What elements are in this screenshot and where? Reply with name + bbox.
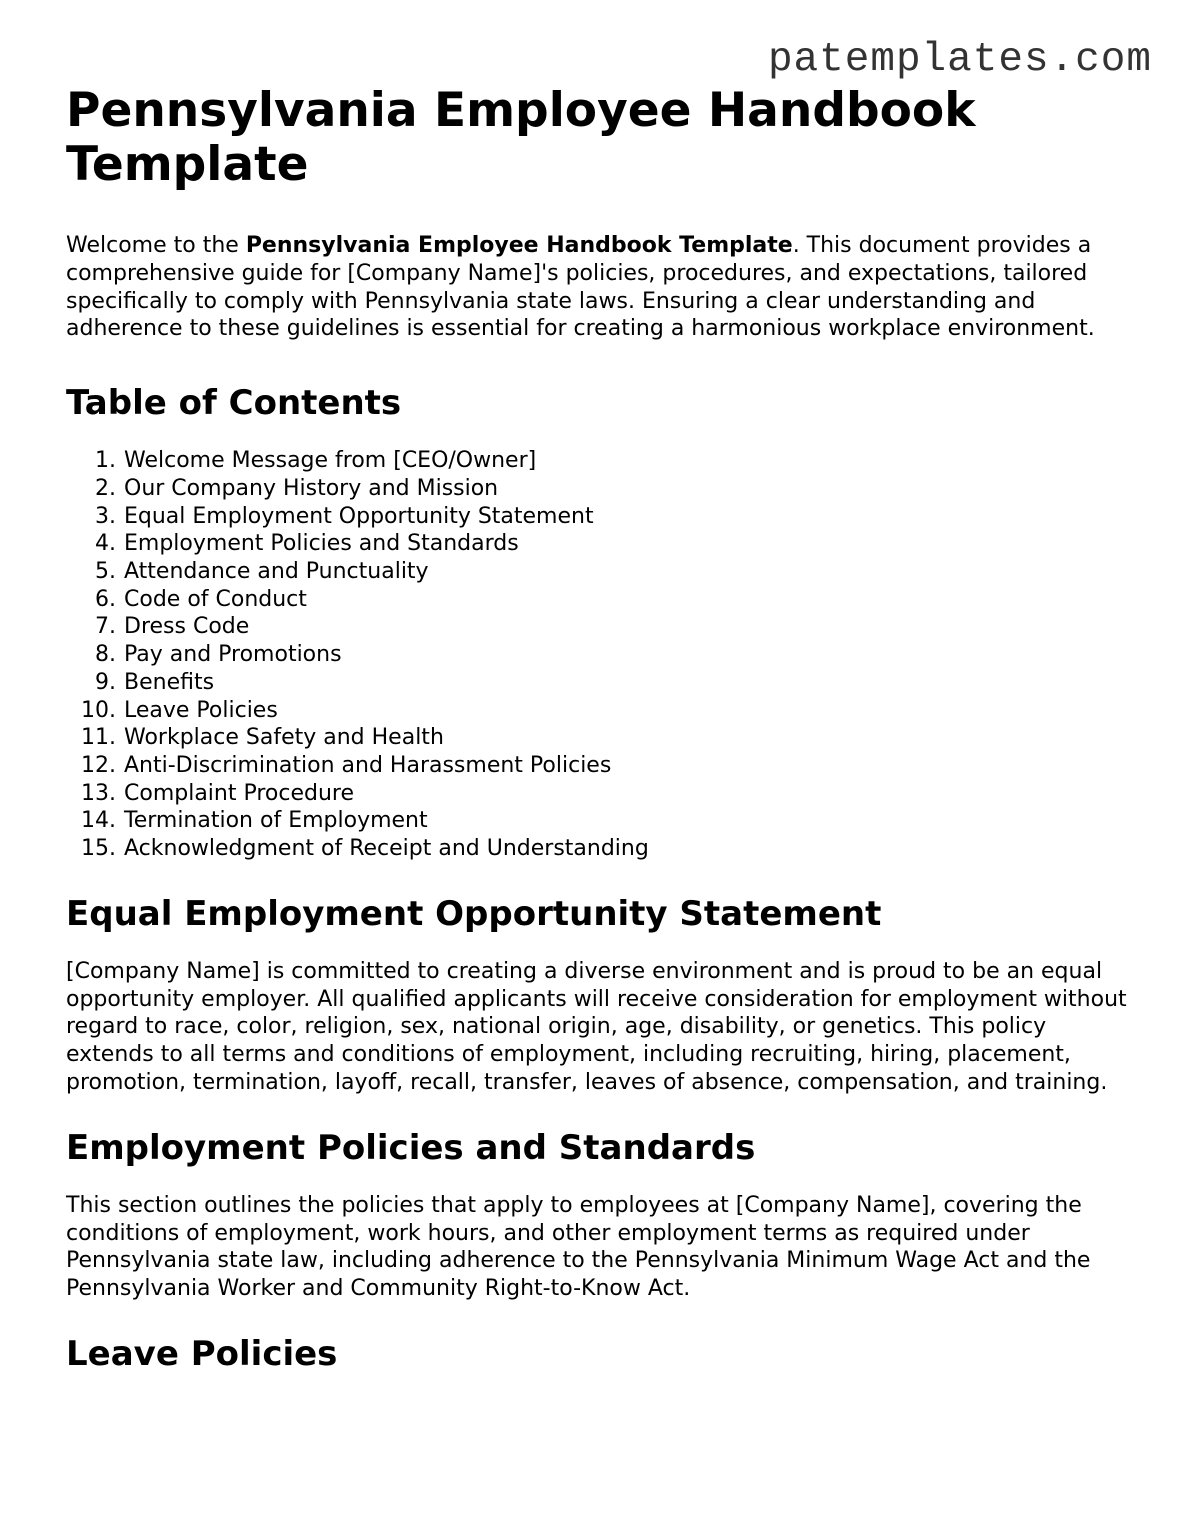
toc-item: 5. Attendance and Punctuality bbox=[123, 558, 1136, 586]
toc-item: 9. Benefits bbox=[123, 669, 1136, 697]
toc-item: 4. Employment Policies and Standards bbox=[123, 530, 1136, 558]
section-heading-leave-policies: Leave Policies bbox=[66, 1333, 338, 1374]
toc-item: 6. Code of Conduct bbox=[123, 586, 1136, 614]
intro-text-bold: Pennsylvania Employee Handbook Template bbox=[245, 233, 793, 258]
toc-item: 13. Complaint Procedure bbox=[123, 780, 1136, 808]
toc-item: 8. Pay and Promotions bbox=[123, 641, 1136, 669]
section-heading-employment-policies: Employment Policies and Standards bbox=[66, 1127, 756, 1168]
toc-item: 14. Termination of Employment bbox=[123, 807, 1136, 835]
toc-item: 1. Welcome Message from [CEO/Owner] bbox=[123, 447, 1136, 475]
document-page bbox=[66, 84, 1136, 1374]
toc-heading: Table of Contents bbox=[66, 383, 402, 424]
watermark: patemplates.com bbox=[767, 37, 1152, 83]
toc-item: 15. Acknowledgment of Receipt and Understanding bbox=[123, 835, 1136, 863]
toc-list bbox=[66, 447, 1136, 863]
toc-item: 11. Workplace Safety and Health bbox=[123, 724, 1136, 752]
toc-item: 12. Anti-Discrimination and Harassment Policies bbox=[123, 752, 1136, 780]
section-text-employment-policies: This section outlines the policies that apply to employees at [Company Name], covering the conditions of employment, work hours, and other employment terms as required under Pennsylvania state law, including adherence to the Pennsylvania Minimum Wage Act and the Pennsylvania Worker and Community Right-to-Know Act. bbox=[66, 1192, 1091, 1302]
toc-item: 2. Our Company History and Mission bbox=[123, 475, 1136, 503]
intro-text-after: . This document provides a comprehensive guide for [Company Name]'s policies, procedures, and expectations, tailored specifically to comply with Pennsylvania state laws. Ensuring a clear understanding and adherence to these guidelines is essential for creating a harmonious workplace environment. bbox=[66, 233, 1095, 342]
intro-text-before: Welcome to the bbox=[66, 233, 246, 258]
intro-paragraph bbox=[66, 232, 1136, 343]
toc-item: 3. Equal Employment Opportunity Statement bbox=[123, 503, 1136, 531]
section-text-eeo: [Company Name] is committed to creating a diverse environment and is proud to be an equal opportunity employer. All qualified applicants will receive consideration for employment without regard to race, color, religion, sex, national origin, age, disability, or genetics. This policy extends to all terms and conditions of employment, including recruiting, hiring, placement, promotion, termination, layoff, recall, transfer, leaves of absence, compensation, and training. bbox=[66, 958, 1127, 1095]
section-heading-eeo: Equal Employment Opportunity Statement bbox=[66, 893, 882, 934]
toc-item: 10. Leave Policies bbox=[123, 697, 1136, 725]
document-title: Pennsylvania Employee Handbook Template bbox=[66, 83, 976, 192]
toc-item: 7. Dress Code bbox=[123, 613, 1136, 641]
